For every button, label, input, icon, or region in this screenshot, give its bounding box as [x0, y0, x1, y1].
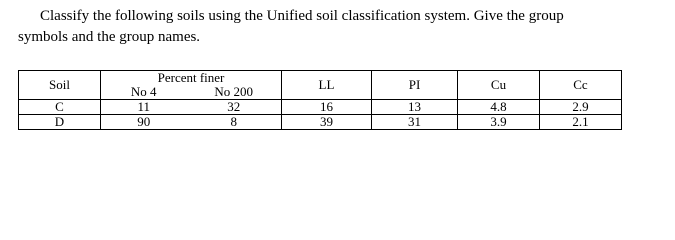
cell-cc: 2.9 [540, 100, 622, 115]
soil-data-table [18, 70, 622, 130]
header-cu: Cu [458, 71, 540, 100]
cell-ll: 39 [282, 115, 372, 130]
table-row [19, 115, 622, 130]
question-line-1: Classify the following soils using the Unified soil classification system. Give the group [40, 8, 564, 24]
cell-no4: 90 [101, 115, 187, 130]
table-row [19, 100, 622, 115]
cell-soil: D [19, 115, 101, 130]
cell-cc: 2.1 [540, 115, 622, 130]
header-no4: No 4 [101, 85, 187, 100]
header-pi: PI [372, 71, 458, 100]
cell-cu: 4.8 [458, 100, 540, 115]
header-no200: No 200 [187, 85, 282, 100]
question-line-2: symbols and the group names. [18, 29, 201, 45]
cell-pi: 31 [372, 115, 458, 130]
cell-cu: 3.9 [458, 115, 540, 130]
cell-no4: 11 [101, 100, 187, 115]
cell-pi: 13 [372, 100, 458, 115]
header-percent-finer: Percent finer [101, 71, 282, 86]
cell-soil: C [19, 100, 101, 115]
header-row-1 [19, 71, 622, 86]
header-cc: Cc [540, 71, 622, 100]
cell-no200: 8 [187, 115, 282, 130]
cell-ll: 16 [282, 100, 372, 115]
header-soil: Soil [19, 71, 101, 100]
cell-no200: 32 [187, 100, 282, 115]
question-text [18, 6, 658, 48]
header-ll: LL [282, 71, 372, 100]
